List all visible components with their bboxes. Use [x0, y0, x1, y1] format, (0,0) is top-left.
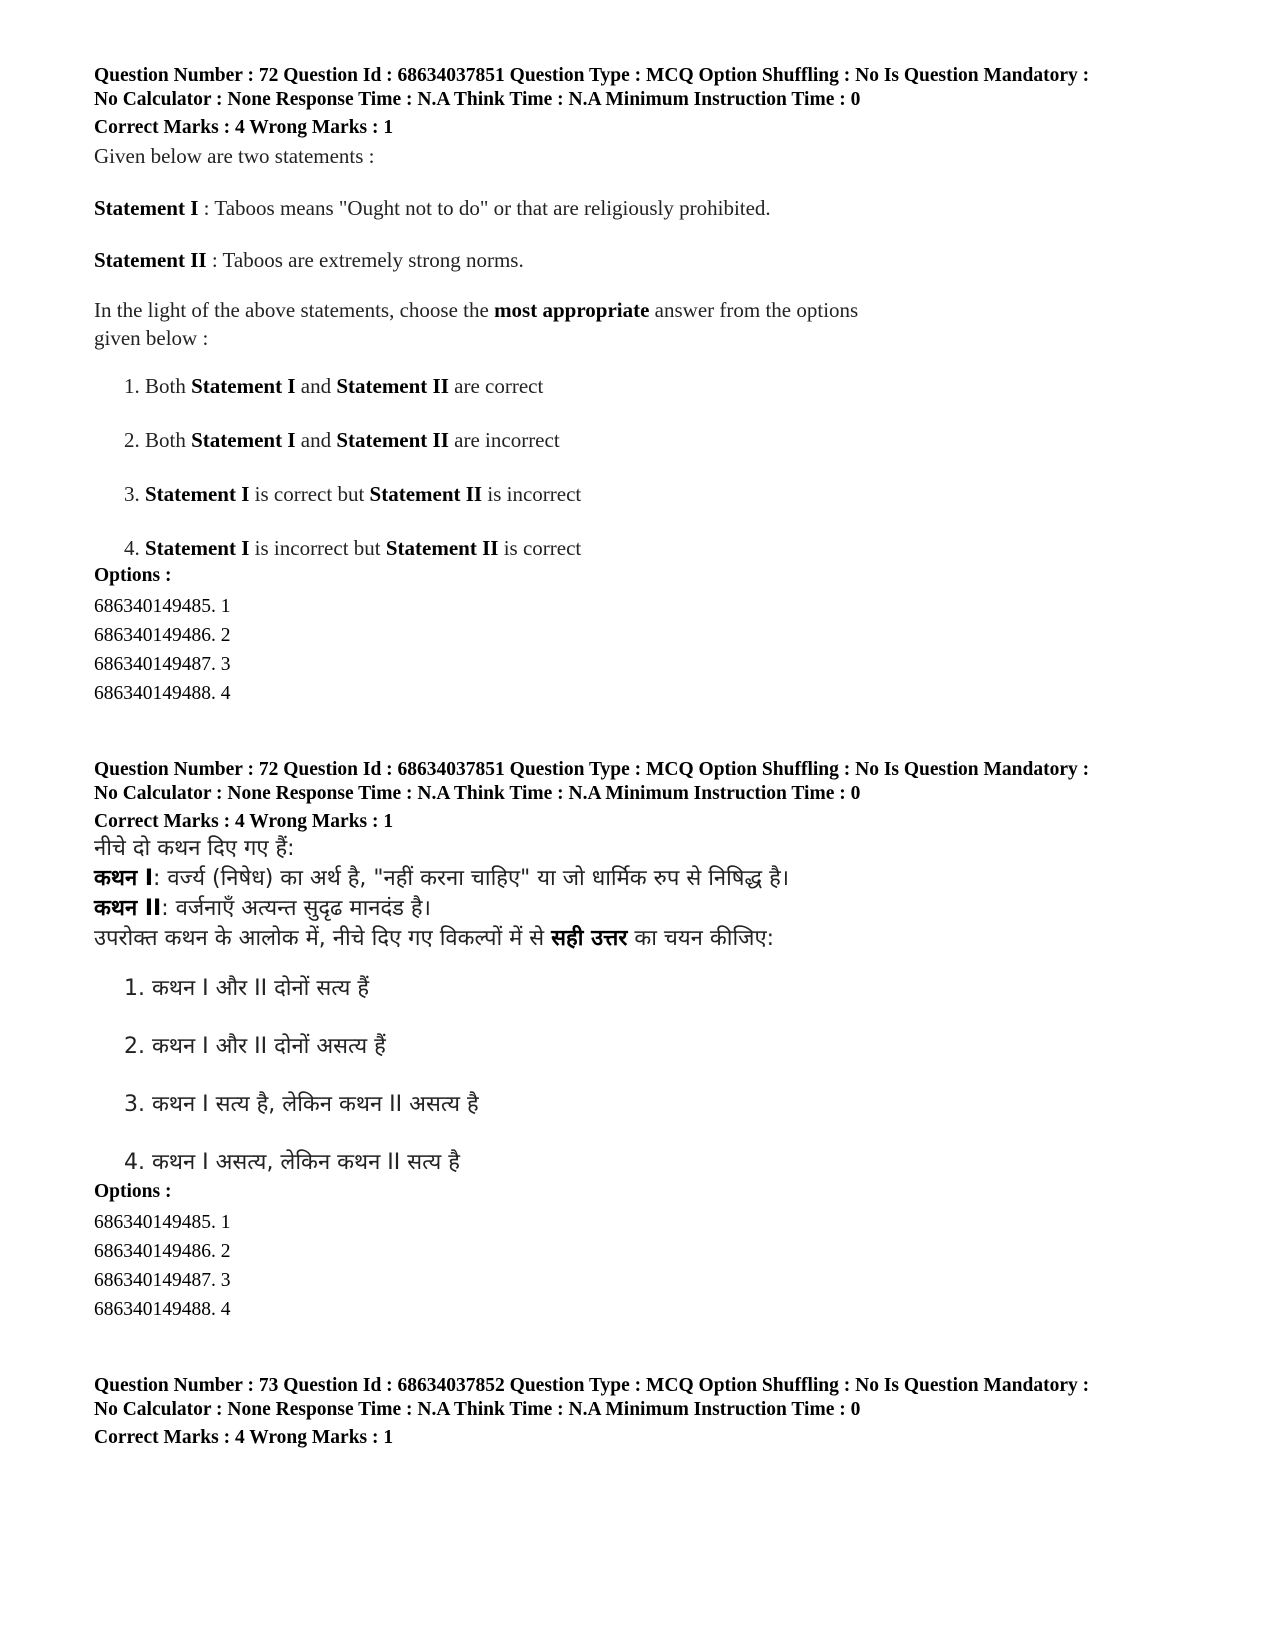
- answer-choice-2: [124, 426, 1214, 454]
- statement-2: [94, 246, 1214, 274]
- option-id-2: 686340149486. 2: [94, 625, 231, 646]
- answer-choice-3: [124, 480, 1214, 508]
- question-meta-line-1: Question Number : 72 Question Id : 68634037851 Question Type : MCQ Option Shuffling : No Is Question Mandatory :: [94, 759, 1090, 780]
- question-meta-line-2: No Calculator : None Response Time : N.A Think Time : N.A Minimum Instruction Time : 0: [94, 89, 861, 110]
- question-prompt: [94, 924, 1214, 954]
- option-id-2: 686340149486. 2: [94, 1241, 231, 1262]
- choice-text: is correct: [498, 536, 582, 560]
- question-marks: Correct Marks : 4 Wrong Marks : 1: [94, 811, 394, 832]
- choice-bold: Statement II: [369, 482, 483, 506]
- choice-bold: Statement I: [145, 482, 250, 506]
- statement-1: [94, 864, 1214, 894]
- choice-text: and: [295, 428, 337, 452]
- statement-1-label: कथन I: [94, 866, 154, 891]
- option-id-4: 686340149488. 4: [94, 1299, 231, 1320]
- option-id-3: 686340149487. 3: [94, 654, 231, 675]
- choice-bold: Statement II: [385, 536, 499, 560]
- statement-2-label: कथन II: [94, 896, 162, 921]
- choice-text: is incorrect but: [249, 536, 386, 560]
- choice-text: is incorrect: [482, 482, 582, 506]
- question-meta-line-1: Question Number : 72 Question Id : 68634037851 Question Type : MCQ Option Shuffling : No Is Question Mandatory :: [94, 65, 1090, 86]
- choice-text: 2. Both: [124, 428, 192, 452]
- statement-1-label: Statement I: [94, 196, 199, 220]
- options-heading: Options :: [94, 1181, 172, 1202]
- statement-2-label: Statement II: [94, 248, 207, 272]
- statement-2: [94, 894, 1214, 924]
- choice-bold: Statement II: [336, 374, 449, 398]
- answer-choices: [94, 372, 1214, 562]
- prompt-text-end: का चयन कीजिए:: [627, 926, 775, 951]
- answer-choice-4: [124, 534, 1214, 562]
- answer-choice-3: 3. कथन I सत्य है, लेकिन कथन II असत्य है: [124, 1092, 479, 1117]
- choice-bold: Statement I: [191, 428, 296, 452]
- option-id-3: 686340149487. 3: [94, 1270, 231, 1291]
- question-meta-line-1: Question Number : 73 Question Id : 68634037852 Question Type : MCQ Option Shuffling : No Is Question Mandatory :: [94, 1375, 1090, 1396]
- choice-text: 1. Both: [124, 374, 192, 398]
- prompt-text: उपरोक्त कथन के आलोक में, नीचे दिए गए विकल्पों में से: [94, 926, 552, 951]
- option-id-1: 686340149485. 1: [94, 1212, 231, 1233]
- statement-2-text: : वर्जनाएँ अत्यन्त सुदृढ मानदंड है।: [161, 896, 431, 921]
- option-id-1: 686340149485. 1: [94, 596, 231, 617]
- options-heading: Options :: [94, 565, 172, 586]
- answer-choices: [94, 974, 1214, 1178]
- question-intro: Given below are two statements :: [94, 144, 375, 168]
- question-marks: Correct Marks : 4 Wrong Marks : 1: [94, 1427, 394, 1448]
- question-block-72-english: [94, 64, 1214, 708]
- prompt-text-end: answer from the options given below :: [94, 298, 859, 350]
- question-marks: Correct Marks : 4 Wrong Marks : 1: [94, 117, 394, 138]
- question-block-73: [94, 1374, 1214, 1450]
- statement-1: [94, 194, 1214, 222]
- answer-choice-1: 1. कथन I और II दोनों सत्य हैं: [124, 976, 370, 1001]
- statement-2-text: : Taboos are extremely strong norms.: [206, 248, 524, 272]
- answer-choice-4: 4. कथन I असत्य, लेकिन कथन II सत्य है: [124, 1150, 460, 1175]
- question-meta-line-2: No Calculator : None Response Time : N.A Think Time : N.A Minimum Instruction Time : 0: [94, 1399, 861, 1420]
- choice-bold: Statement I: [191, 374, 296, 398]
- prompt-emphasis: सही उत्तर: [551, 926, 628, 951]
- choice-bold: Statement II: [336, 428, 449, 452]
- answer-choice-2: 2. कथन I और II दोनों असत्य हैं: [124, 1034, 386, 1059]
- question-prompt: [94, 296, 894, 352]
- prompt-text: In the light of the above statements, choose the: [94, 298, 495, 322]
- statement-1-text: : वर्ज्य (निषेध) का अर्थ है, "नहीं करना चाहिए" या जो धार्मिक रुप से निषिद्ध है।: [153, 866, 790, 891]
- option-id-4: 686340149488. 4: [94, 683, 231, 704]
- choice-text: and: [295, 374, 337, 398]
- statement-1-text: : Taboos means "Ought not to do" or that are religiously prohibited.: [198, 196, 771, 220]
- prompt-emphasis: most appropriate: [494, 298, 650, 322]
- document-page: [94, 64, 1214, 1450]
- question-block-72-hindi: [94, 758, 1214, 1324]
- choice-text: are incorrect: [448, 428, 560, 452]
- question-intro: नीचे दो कथन दिए गए हैं:: [94, 836, 295, 861]
- choice-text: 4.: [124, 536, 145, 560]
- question-meta-line-2: No Calculator : None Response Time : N.A Think Time : N.A Minimum Instruction Time : 0: [94, 783, 861, 804]
- choice-bold: Statement I: [145, 536, 250, 560]
- answer-choice-1: [124, 372, 1214, 400]
- choice-text: is correct but: [249, 482, 370, 506]
- choice-text: 3.: [124, 482, 145, 506]
- choice-text: are correct: [448, 374, 544, 398]
